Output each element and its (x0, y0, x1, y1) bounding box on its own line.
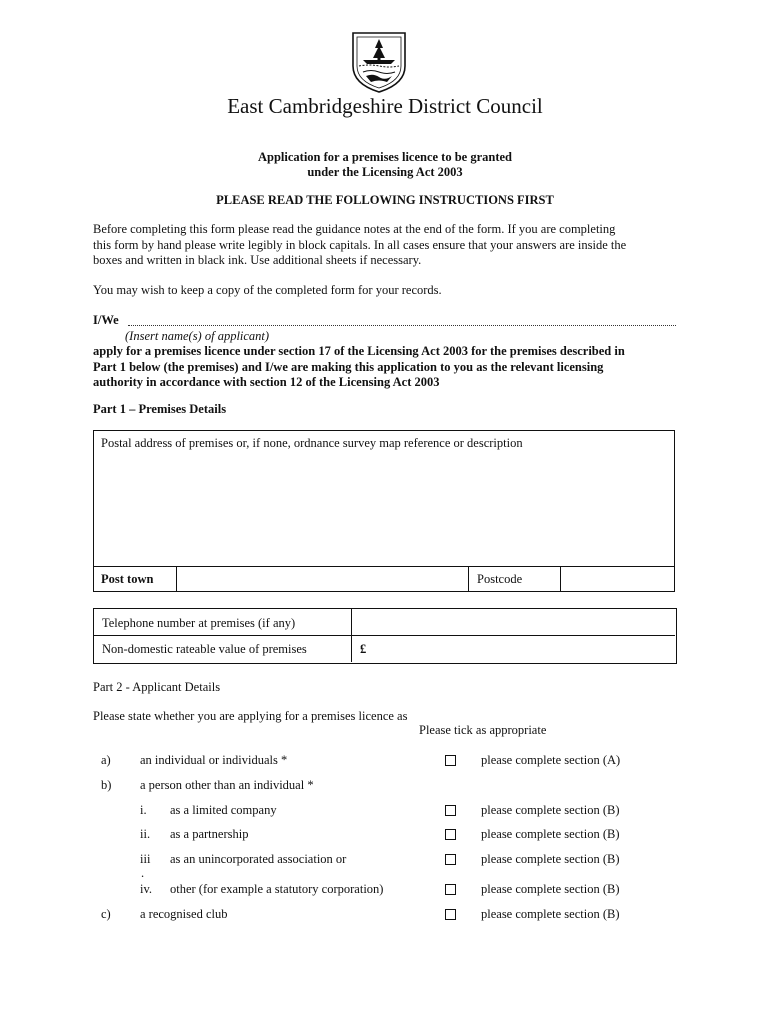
option-a-checkbox[interactable] (445, 755, 456, 766)
telephone-field[interactable] (352, 609, 675, 636)
option-iv-marker: iv. (140, 882, 153, 896)
post-town-field[interactable] (177, 567, 469, 592)
postcode-field[interactable] (561, 567, 673, 592)
instructions-heading: PLEASE READ THE FOLLOWING INSTRUCTIONS FIRST (216, 193, 554, 207)
option-a-note: please complete section (A) (481, 753, 621, 767)
option-i-note: please complete section (B) (481, 803, 620, 817)
premises-contact-table (93, 608, 677, 664)
option-iii-label: as an unincorporated association or (170, 852, 347, 866)
option-iii-checkbox[interactable] (445, 854, 456, 865)
option-ii-checkbox[interactable] (445, 829, 456, 840)
currency-symbol: £ (360, 642, 367, 656)
option-iv-checkbox[interactable] (445, 884, 456, 895)
post-town-label: Post town (93, 567, 177, 592)
tick-instruction: Please tick as appropriate (419, 723, 547, 737)
keep-copy-note: You may wish to keep a copy of the completed form for your records. (93, 283, 442, 297)
rateable-value-field[interactable] (352, 636, 675, 662)
applicant-name-field[interactable] (128, 325, 676, 326)
form-title (0, 150, 770, 180)
rateable-value-label: Non-domestic rateable value of premises (94, 636, 352, 662)
premises-address-label: Postal address of premises or, if none, ordnance survey map reference or description (101, 436, 523, 450)
option-c-note: please complete section (B) (481, 907, 620, 921)
option-a-label: an individual or individuals * (140, 753, 288, 767)
intro-line-1: Before completing this form please read the guidance notes at the end of the form. If you are completing (93, 222, 616, 236)
option-i-checkbox[interactable] (445, 805, 456, 816)
applicant-name-hint: (Insert name(s) of applicant) (125, 329, 270, 343)
applicant-type-question: Please state whether you are applying for a premises licence as (93, 709, 408, 723)
option-i-marker: i. (140, 803, 147, 817)
telephone-label: Telephone number at premises (if any) (94, 609, 352, 636)
option-i-label: as a limited company (170, 803, 277, 817)
option-c-marker: c) (101, 907, 111, 921)
post-town-row (93, 566, 675, 592)
application-statement (93, 344, 693, 391)
intro-line-2: this form by hand please write legibly in block capitals. In all cases ensure that your answers are inside the (93, 237, 627, 252)
option-ii-marker: ii. (140, 827, 151, 841)
postcode-label: Postcode (469, 567, 561, 592)
option-ii-note: please complete section (B) (481, 827, 620, 841)
application-statement-line-1: apply for a premises licence under section 17 of the Licensing Act 2003 for the premises described in (93, 344, 625, 358)
option-a-marker: a) (101, 753, 111, 767)
form-title-line-2: under the Licensing Act 2003 (307, 165, 463, 179)
option-iii-note: please complete section (B) (481, 852, 620, 866)
form-title-line-1: Application for a premises licence to be granted (257, 150, 513, 164)
intro-line-3: boxes and written in black ink. Use additional sheets if necessary. (93, 253, 422, 267)
option-c-label: a recognised club (140, 907, 228, 921)
application-statement-line-3: authority in accordance with section 12 of the Licensing Act 2003 (93, 375, 440, 389)
iwe-label: I/We (93, 313, 119, 327)
option-c-checkbox[interactable] (445, 909, 456, 920)
option-iii-marker: iii (140, 852, 151, 866)
part2-heading: Part 2 - Applicant Details (93, 680, 221, 694)
option-iii-marker-tail: . (141, 866, 145, 880)
option-ii-label: as a partnership (170, 827, 249, 841)
part1-heading: Part 1 – Premises Details (93, 402, 227, 416)
council-name: East Cambridgeshire District Council (227, 94, 543, 118)
option-iv-note: please complete section (B) (481, 882, 620, 896)
intro-paragraph (93, 222, 693, 269)
council-crest-logo (349, 30, 409, 94)
application-statement-line-2: Part 1 below (the premises) and I/we are making this application to you as the relevant licensing (93, 359, 604, 374)
option-b-label: a person other than an individual * (140, 778, 314, 792)
option-b-marker: b) (101, 778, 112, 792)
option-iv-label: other (for example a statutory corporation) (170, 882, 384, 896)
